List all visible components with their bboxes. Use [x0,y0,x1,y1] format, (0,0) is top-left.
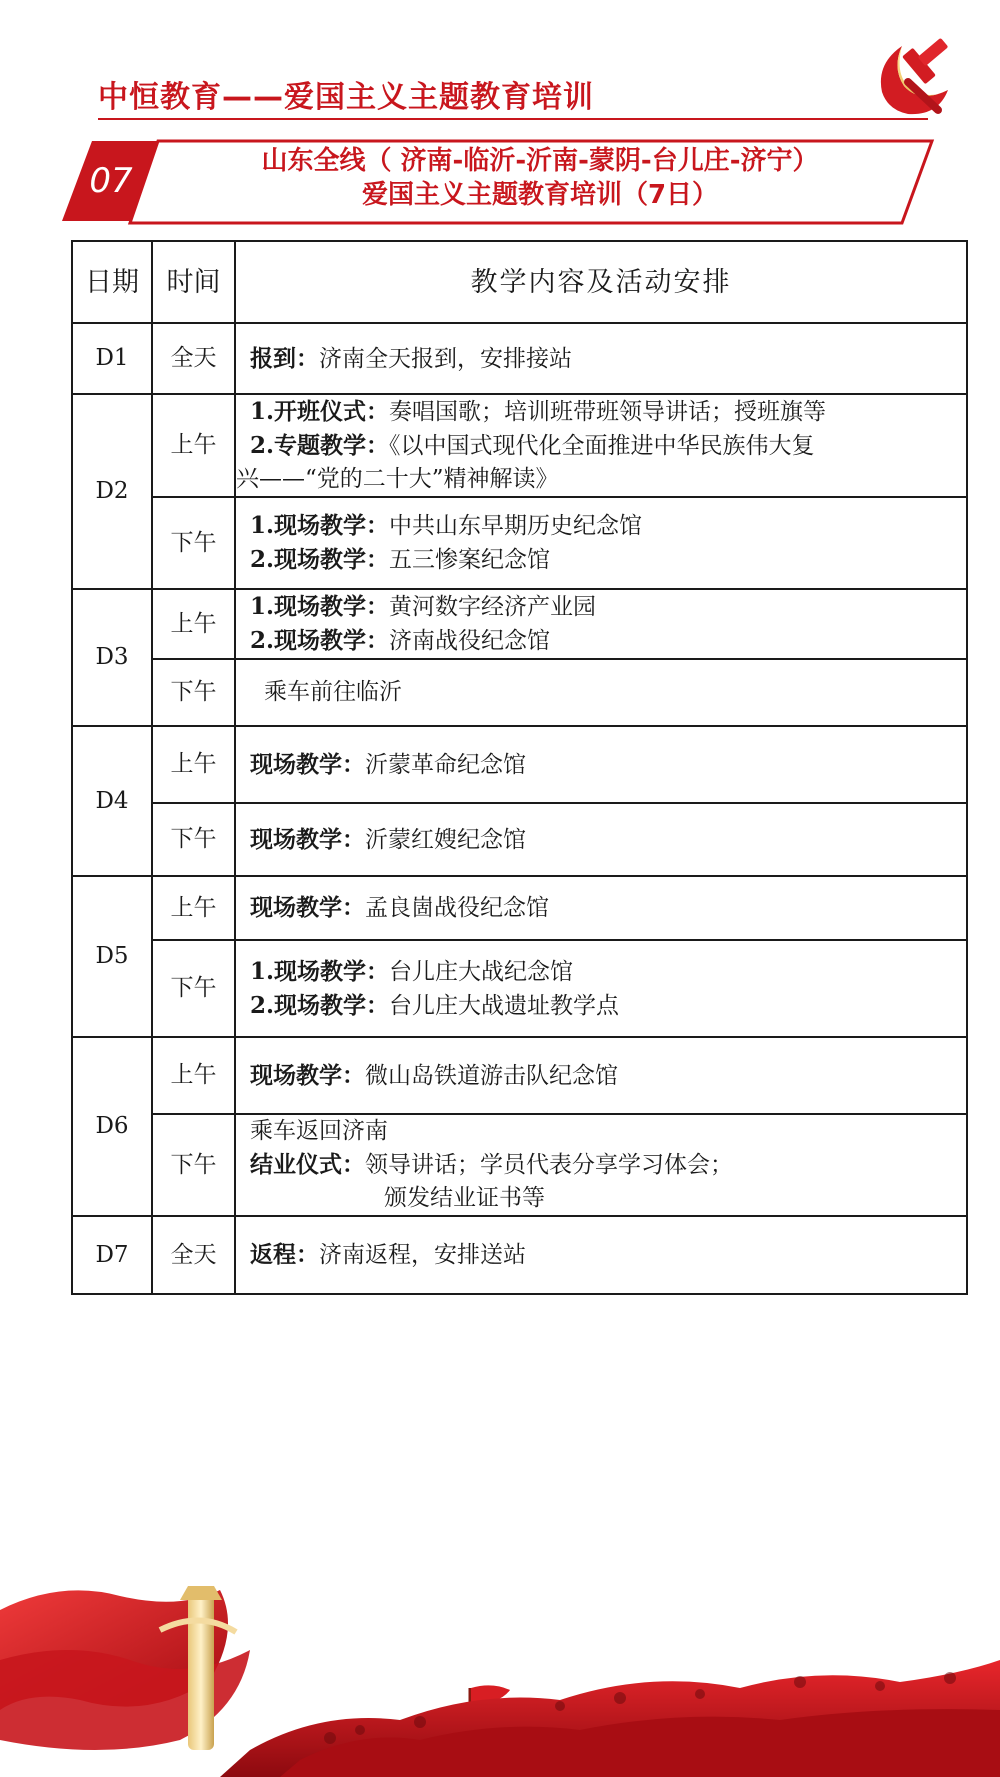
day-cell: D1 [72,323,152,394]
content-text: 乘车返回济南 [250,1118,388,1144]
schedule-table [71,240,968,1295]
content-label: 1.现场教学： [250,957,390,985]
table-row [72,394,967,497]
time-cell: 上午 [152,589,235,659]
table-row [72,1114,967,1216]
content-label: 2.专题教学： [250,432,390,459]
content-text: 黄河数字经济产业园 [389,594,597,620]
content-label: 2.现场教学： [250,991,390,1019]
content-text: 奏唱国歌；培训班带班领导讲话；授班旗等 [389,399,827,425]
day-cell: D3 [72,589,152,726]
content-cell [235,940,967,1037]
section-title-line1: 山东全线（ 济南-临沂-沂南-蒙阴-台儿庄-济宁） [261,146,819,176]
content-text: 济南战役纪念馆 [389,628,551,654]
content-label: 现场教学： [250,825,365,853]
header-day: 日期 [72,241,152,323]
content-label: 2.现场教学： [250,546,390,573]
time-cell: 下午 [152,1114,235,1216]
content-text: 沂蒙革命纪念馆 [365,751,526,778]
section-number: 07 [89,161,133,201]
red-flag-decoration-icon [0,1570,1000,1777]
content-label: 1.开班仪式： [250,398,390,425]
header-content: 教学内容及活动安排 [235,241,967,323]
header-title: 中恒教育——爱国主义主题教育培训 [98,80,594,115]
day-cell: D6 [72,1037,152,1216]
content-text: 沂蒙红嫂纪念馆 [365,826,526,853]
table-row [72,803,967,876]
content-text: 孟良崮战役纪念馆 [365,895,549,921]
table-row [72,589,967,659]
table-header-row [72,241,967,323]
table-row [72,1037,967,1114]
content-text: 台儿庄大战遗址教学点 [389,992,620,1019]
hammer-sickle-emblem-icon [868,34,960,124]
content-text: 兴——“党的二十大”精神解读》 [236,466,559,492]
content-cell [235,1216,967,1294]
content-cell [235,589,967,659]
content-label: 1.现场教学： [250,593,390,620]
content-text: 颁发结业证书等 [384,1185,545,1211]
day-cell: D2 [72,394,152,589]
time-cell: 下午 [152,659,235,726]
time-cell: 全天 [152,1216,235,1294]
table-row [72,726,967,803]
content-text: 济南返程，安排送站 [319,1242,526,1268]
content-label: 现场教学： [250,894,365,921]
content-cell [235,1114,967,1216]
content-cell [235,1037,967,1114]
content-text: 台儿庄大战纪念馆 [389,958,574,985]
table-row [72,876,967,940]
section-title-line2: 爱国主义主题教育培训（7日） [361,180,719,210]
time-cell: 下午 [152,940,235,1037]
header-time: 时间 [152,241,235,323]
content-label: 现场教学： [250,750,365,778]
time-cell: 全天 [152,323,235,394]
content-text: 五三惨案纪念馆 [389,547,551,573]
content-cell [235,876,967,940]
day-cell: D4 [72,726,152,876]
content-text: 《以中国式现代化全面推进中华民族伟大复 [389,433,815,459]
section-title [200,144,880,212]
content-label: 返程： [250,1241,319,1268]
content-label: 2.现场教学： [250,627,390,654]
content-label: 报到： [250,344,319,372]
time-cell: 上午 [152,876,235,940]
day-cell: D5 [72,876,152,1037]
content-label: 结业仪式： [250,1151,365,1178]
content-cell [235,323,967,394]
content-cell [235,497,967,589]
content-text: 领导讲话；学员代表分享学习体会； [365,1152,733,1178]
table-row [72,1216,967,1294]
content-cell [235,726,967,803]
content-text: 济南全天报到，安排接站 [319,345,572,372]
table-row [72,659,967,726]
header-divider [98,118,928,120]
time-cell: 下午 [152,497,235,589]
time-cell: 下午 [152,803,235,876]
table-row [72,940,967,1037]
content-cell [235,803,967,876]
content-text: 中共山东早期历史纪念馆 [389,513,643,539]
time-cell: 上午 [152,394,235,497]
table-row [72,497,967,589]
content-cell [235,394,967,497]
content-label: 现场教学： [250,1061,365,1089]
time-cell: 上午 [152,1037,235,1114]
content-text: 微山岛铁道游击队纪念馆 [365,1062,618,1089]
time-cell: 上午 [152,726,235,803]
day-cell: D7 [72,1216,152,1294]
content-label: 1.现场教学： [250,512,390,539]
table-row [72,323,967,394]
content-cell [235,659,967,726]
content-text: 乘车前往临沂 [264,679,402,705]
